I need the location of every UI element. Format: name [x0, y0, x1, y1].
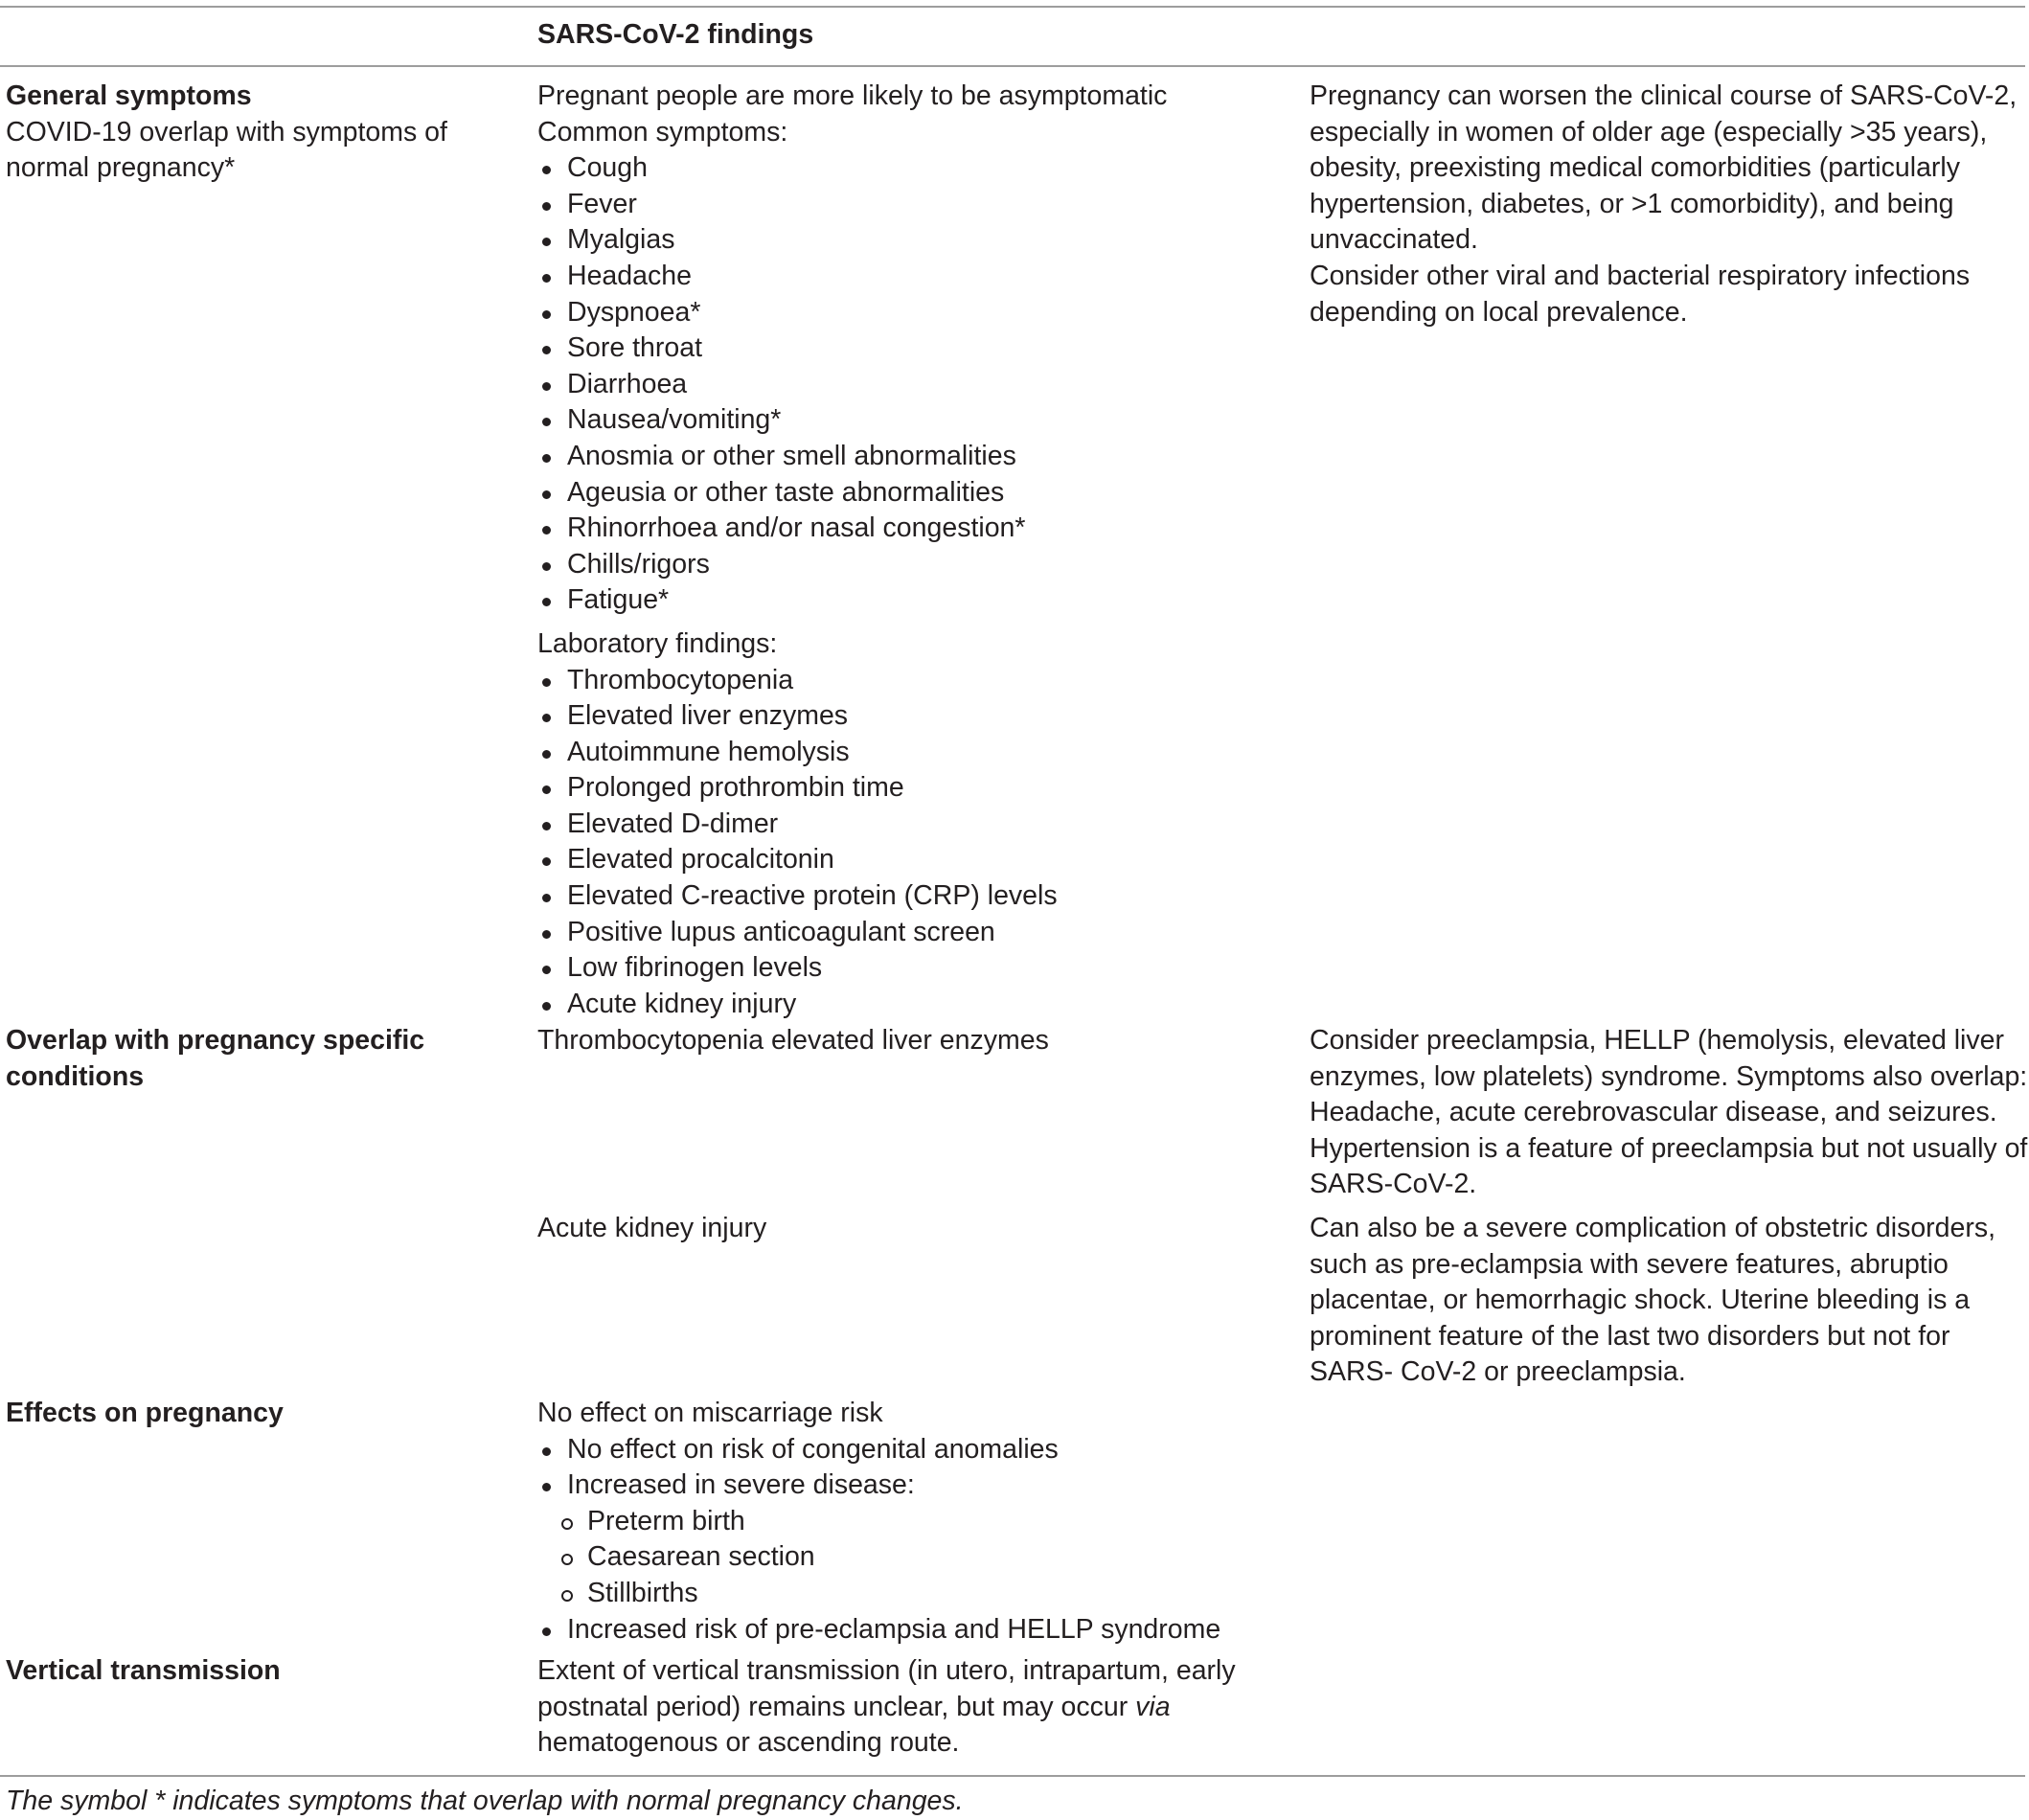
list-item: Autoimmune hemolysis [537, 735, 1167, 771]
list-item: Diarrhoea [537, 367, 1167, 403]
row-general-symptoms-comments [1310, 79, 2017, 330]
row-overlap-comment-b [1310, 1211, 1995, 1391]
list-item: Thrombocytopenia [537, 663, 1167, 699]
list-item: Elevated procalcitonin [537, 842, 1167, 878]
table-footnote: The symbol * indicates symptoms that overlap with normal pregnancy changes. [6, 1786, 964, 1816]
lab-findings-heading: Laboratory findings: [537, 627, 778, 659]
spacer [537, 619, 1167, 626]
row-label: General symptoms [6, 80, 252, 111]
list-item: Fatigue* [537, 582, 1167, 619]
row-effects-on-pregnancy-label: Effects on pregnancy [6, 1398, 284, 1428]
list-item: Headache [537, 259, 1167, 295]
comment-line: hypertension, diabetes, or >1 comorbidity), and being [1310, 188, 1954, 219]
effects-intro: No effect on miscarriage risk [537, 1398, 883, 1428]
row-overlap-label [6, 1023, 424, 1095]
row-overlap-comment-a [1310, 1023, 2027, 1203]
comment-line: obesity, preexisting medical comorbidities (particularly [1310, 152, 1960, 184]
sub-list-item: Preterm birth [537, 1504, 1220, 1540]
comment-line: placentae, or hemorrhagic shock. Uterine bleeding is a [1310, 1285, 1971, 1316]
effects-list [537, 1432, 1220, 1649]
text-line [537, 1690, 1236, 1726]
table-bottom-rule [0, 1775, 2025, 1777]
row-vertical-transmission-label: Vertical transmission [6, 1655, 281, 1686]
comment-line: Headache, acute cerebrovascular disease, and seizures. [1310, 1097, 1997, 1128]
text-segment: postnatal period) remains unclear, but may occur [537, 1691, 1136, 1722]
list-item: Positive lupus anticoagulant screen [537, 915, 1167, 951]
comment-line: Consider preeclampsia, HELLP (hemolysis, elevated liver [1310, 1025, 2004, 1056]
list-item: Dyspnoea* [537, 295, 1167, 331]
list-item: Low fibrinogen levels [537, 950, 1167, 987]
list-item: Sore throat [537, 330, 1167, 367]
comment-line: SARS-CoV-2. [1310, 1169, 1477, 1200]
row-sublabel-line: COVID-19 overlap with symptoms of [6, 116, 447, 148]
symptoms-list [537, 150, 1167, 619]
comment-line: enzymes, low platelets) syndrome. Symptoms also overlap: [1310, 1060, 2028, 1092]
table-top-rule [0, 6, 2025, 8]
sub-list-item: Stillbirths [537, 1576, 1220, 1612]
list-item: Rhinorrhoea and/or nasal congestion* [537, 511, 1167, 547]
row-general-symptoms-findings [537, 79, 1167, 1022]
text-italic-segment: via [1135, 1691, 1171, 1722]
list-item: Elevated liver enzymes [537, 698, 1167, 735]
row-label-line: Overlap with pregnancy specific [6, 1025, 425, 1056]
lab-findings-list [537, 663, 1167, 1023]
findings-intro: Pregnant people are more likely to be asymptomatic [537, 80, 1168, 111]
text-line: hematogenous or ascending route. [537, 1727, 960, 1759]
list-item: Fever [537, 187, 1167, 223]
list-item: No effect on risk of congenital anomalies [537, 1432, 1220, 1468]
table-header-rule [0, 65, 2025, 67]
comment-line: unvaccinated. [1310, 224, 1478, 256]
comment-line: Consider other viral and bacterial respiratory infections [1310, 260, 1971, 291]
comment-line: Hypertension is a feature of preeclampsia but not usually of [1310, 1132, 2028, 1164]
list-item: Elevated C-reactive protein (CRP) levels [537, 878, 1167, 915]
comment-line: especially in women of older age (especially >35 years), [1310, 116, 1988, 148]
list-item: Acute kidney injury [537, 987, 1167, 1023]
comment-line: SARS- CoV-2 or preeclampsia. [1310, 1356, 1686, 1388]
row-label-line: conditions [6, 1060, 145, 1092]
comment-line: Pregnancy can worsen the clinical course of SARS-CoV-2, [1310, 80, 2018, 111]
list-item: Myalgias [537, 222, 1167, 259]
comment-line: prominent feature of the last two disorders but not for [1310, 1320, 1950, 1352]
row-overlap-finding-a: Thrombocytopenia elevated liver enzymes [537, 1025, 1049, 1056]
sub-list-item: Caesarean section [537, 1539, 1220, 1576]
row-general-symptoms-label [6, 79, 447, 187]
comment-line: Can also be a severe complication of obstetric disorders, [1310, 1213, 1996, 1243]
list-item: Increased in severe disease: [537, 1467, 1220, 1504]
list-item: Nausea/vomiting* [537, 402, 1167, 439]
list-item: Ageusia or other taste abnormalities [537, 475, 1167, 512]
list-item: Cough [537, 150, 1167, 187]
column-header-sars-cov-2-findings: SARS-CoV-2 findings [537, 19, 814, 50]
list-item: Prolonged prothrombin time [537, 770, 1167, 807]
row-overlap-finding-b: Acute kidney injury [537, 1213, 767, 1243]
row-sublabel-line: normal pregnancy* [6, 152, 236, 184]
row-vertical-transmission-findings [537, 1653, 1236, 1762]
list-item: Increased risk of pre-eclampsia and HELLP syndrome [537, 1612, 1220, 1649]
comment-line: such as pre-eclampsia with severe features, abruptio [1310, 1248, 1949, 1280]
symptoms-heading: Common symptoms: [537, 116, 788, 148]
row-effects-on-pregnancy-findings [537, 1396, 1220, 1648]
text-line: Extent of vertical transmission (in utero, intrapartum, early [537, 1655, 1236, 1686]
comment-line: depending on local prevalence. [1310, 296, 1688, 328]
list-item: Anosmia or other smell abnormalities [537, 439, 1167, 475]
list-item: Chills/rigors [537, 547, 1167, 583]
list-item: Elevated D-dimer [537, 807, 1167, 843]
